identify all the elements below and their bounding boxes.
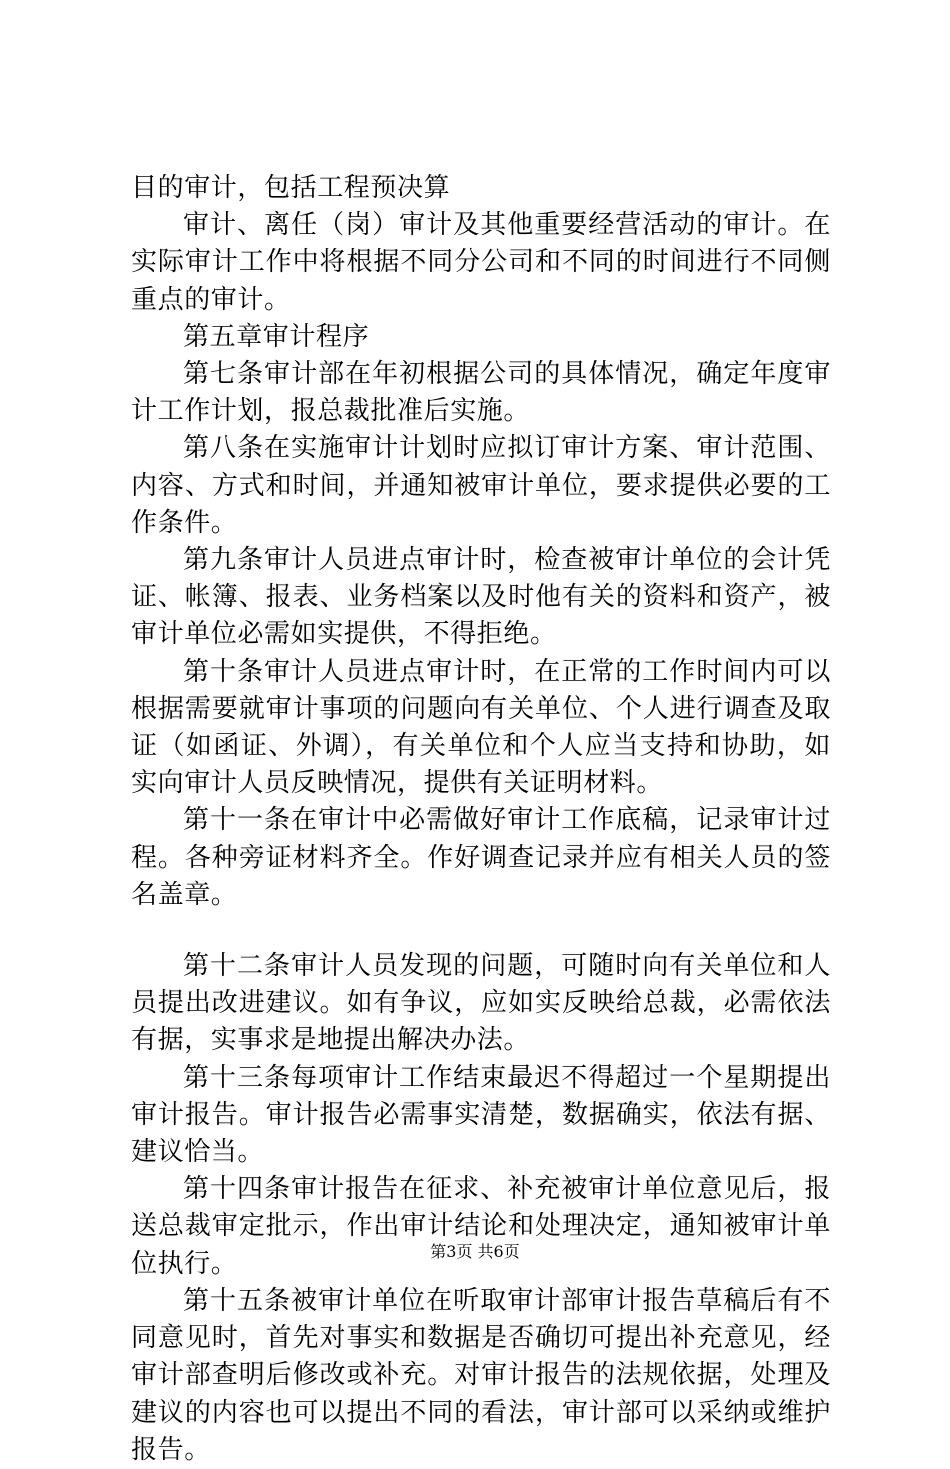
article-13: 第十三条每项审计工作结束最迟不得超过一个星期提出审计报告。审计报告必需事实清楚，数据确实，依法有据、建议恰当。 — [131, 1062, 831, 1168]
article-12: 第十二条审计人员发现的问题，可随时向有关单位和人员提出改进建议。如有争议，应如实反映给总裁，必需依法有据，实事求是地提出解决办法。 — [131, 951, 831, 1056]
chapter-heading: 第五章审计程序 — [183, 321, 370, 352]
paragraph-1: 目的审计，包括工程预决算 — [131, 173, 451, 203]
article-7: 第七条审计部在年初根据公司的具体情况，确定年度审计工作计划，报总裁批准后实施。 — [131, 359, 831, 427]
article-8: 第八条在实施审计计划时应拟订审计方案、审计范围、内容、方式和时间，并通知被审计单位，要求提供必要的工作条件。 — [131, 433, 831, 538]
article-10: 第十条审计人员进点审计时，在正常的工作时间内可以根据需要就审计事项的问题向有关单位、个人进行调查及取证（如函证、外调），有关单位和个人应当支持和协助，如实向审计人员反映情况，提供有关证明材料。 — [131, 656, 831, 799]
article-11: 第十一条在审计中必需做好审计工作底稿，记录审计过程。各种旁证材料齐全。作好调查记录并应有相关人员的签名盖章。 — [131, 805, 831, 910]
document-body — [131, 170, 831, 1469]
page-footer — [0, 1242, 950, 1262]
page-number: 第3页 共6页 — [430, 1242, 520, 1261]
article-9: 第九条审计人员进点审计时，检查被审计单位的会计凭证、帐簿、报表、业务档案以及时他有关的资料和资产，被审计单位必需如实提供，不得拒绝。 — [131, 545, 831, 650]
article-14: 第十四条审计报告在征求、补充被审计单位意见后，报送总裁审定批示，作出审计结论和处理决定，通知被审计单位执行。 — [131, 1174, 831, 1279]
article-15: 第十五条被审计单位在听取审计部审计报告草稿后有不同意见时，首先对事实和数据是否确切可提出补充意见，经审计部查明后修改或补充。对审计报告的法规依据，处理及建议的内容也可以提出不同的看法，审计部可以采纳或维护报告。 — [131, 1285, 831, 1465]
paragraph-gap — [131, 914, 831, 948]
paragraph-2: 审计、离任（岗）审计及其他重要经营活动的审计。在实际审计工作中将根据不同分公司和不同的时间进行不同侧重点的审计。 — [131, 210, 831, 315]
